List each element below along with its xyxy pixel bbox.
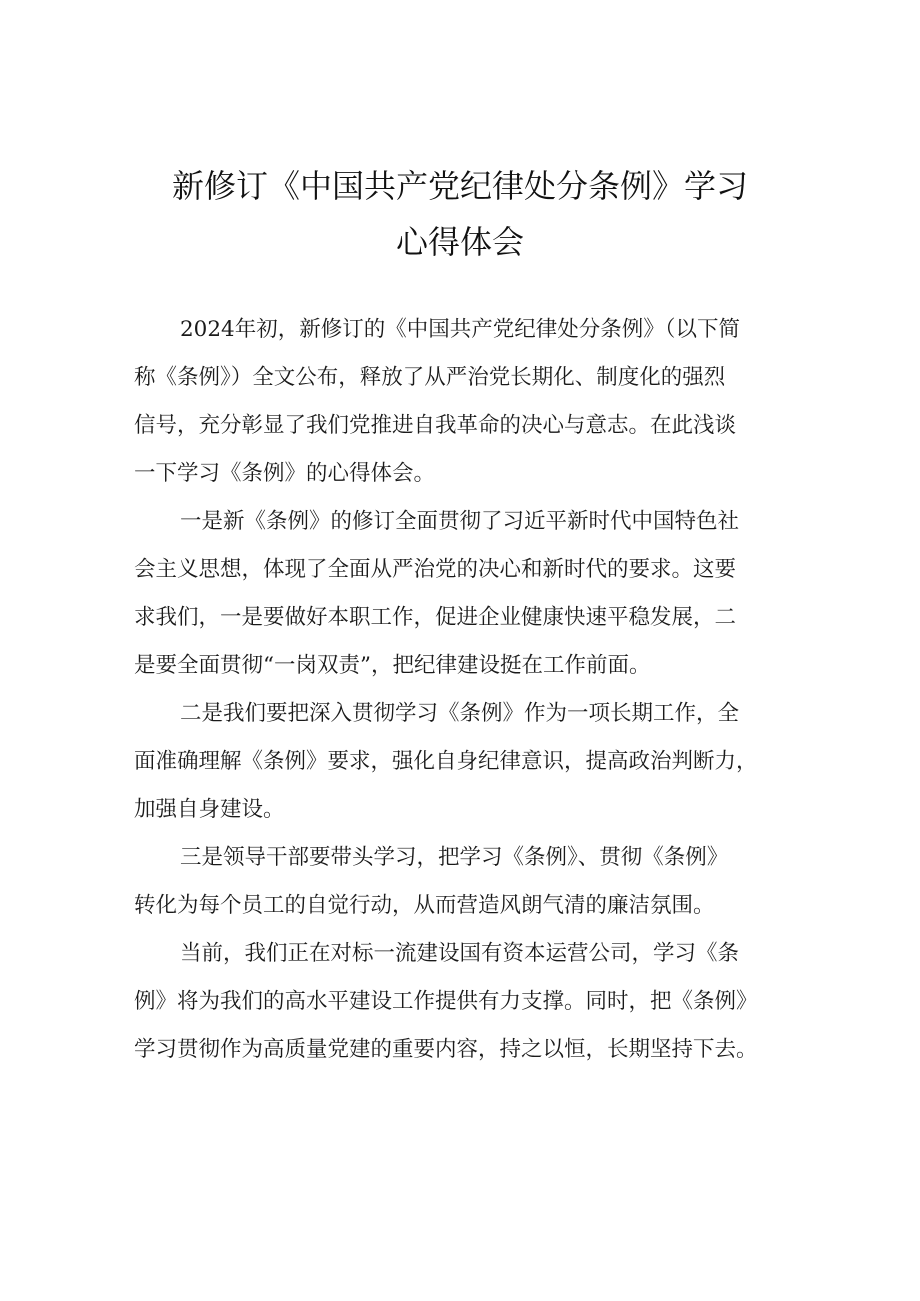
text-line: 是要全面贯彻“一岗双责”，把纪律建设挺在工作前面。: [134, 653, 651, 678]
text-line: 会主义思想，体现了全面从严治党的决心和新时代的要求。这要: [134, 557, 737, 582]
text-line: 面准确理解《条例》要求，强化自身纪律意识，提高政治判断力，: [134, 749, 758, 774]
text-line: 学习贯彻作为高质量党建的重要内容，持之以恒，长期坚持下去。: [134, 1037, 758, 1062]
text-line: 2024年初，新修订的《中国共产党纪律处分条例》（以下简: [180, 317, 740, 342]
paragraph-intro: [134, 306, 786, 498]
text-line: 三是领导干部要带头学习，把学习《条例》、贯彻《条例》: [180, 845, 729, 870]
text-line: 称《条例》）全文公布，释放了从严治党长期化、制度化的强烈: [134, 365, 726, 390]
text-line: 求我们，一是要做好本职工作，促进企业健康快速平稳发展，二: [134, 605, 737, 630]
text-line: 当前，我们正在对标一流建设国有资本运营公司，学习《条: [180, 941, 740, 966]
text-line: 加强自身建设。: [134, 797, 285, 822]
text-line: 二是我们要把深入贯彻学习《条例》作为一项长期工作，全: [180, 701, 740, 726]
title-line-1: 新修订《中国共产党纪律处分条例》学习: [171, 167, 748, 205]
text-line: 信号，充分彰显了我们党推进自我革命的决心与意志。在此浅谈: [134, 413, 737, 438]
document-body: [134, 306, 786, 1074]
text-line: 一是新《条例》的修订全面贯彻了习近平新时代中国特色社: [180, 509, 740, 534]
paragraph-point-2: [134, 690, 786, 834]
paragraph-point-3: [134, 834, 786, 930]
paragraph-conclusion: [134, 930, 786, 1074]
document-title: [120, 158, 800, 270]
text-line: 转化为每个员工的自觉行动，从而营造风朗气清的廉洁氛围。: [134, 893, 715, 918]
text-line: 一下学习《条例》的心得体会。: [134, 461, 436, 486]
text-line: 例》将为我们的高水平建设工作提供有力支撑。同时，把《条例》: [134, 989, 758, 1014]
paragraph-point-1: [134, 498, 786, 690]
title-line-2: 心得体会: [395, 223, 524, 261]
